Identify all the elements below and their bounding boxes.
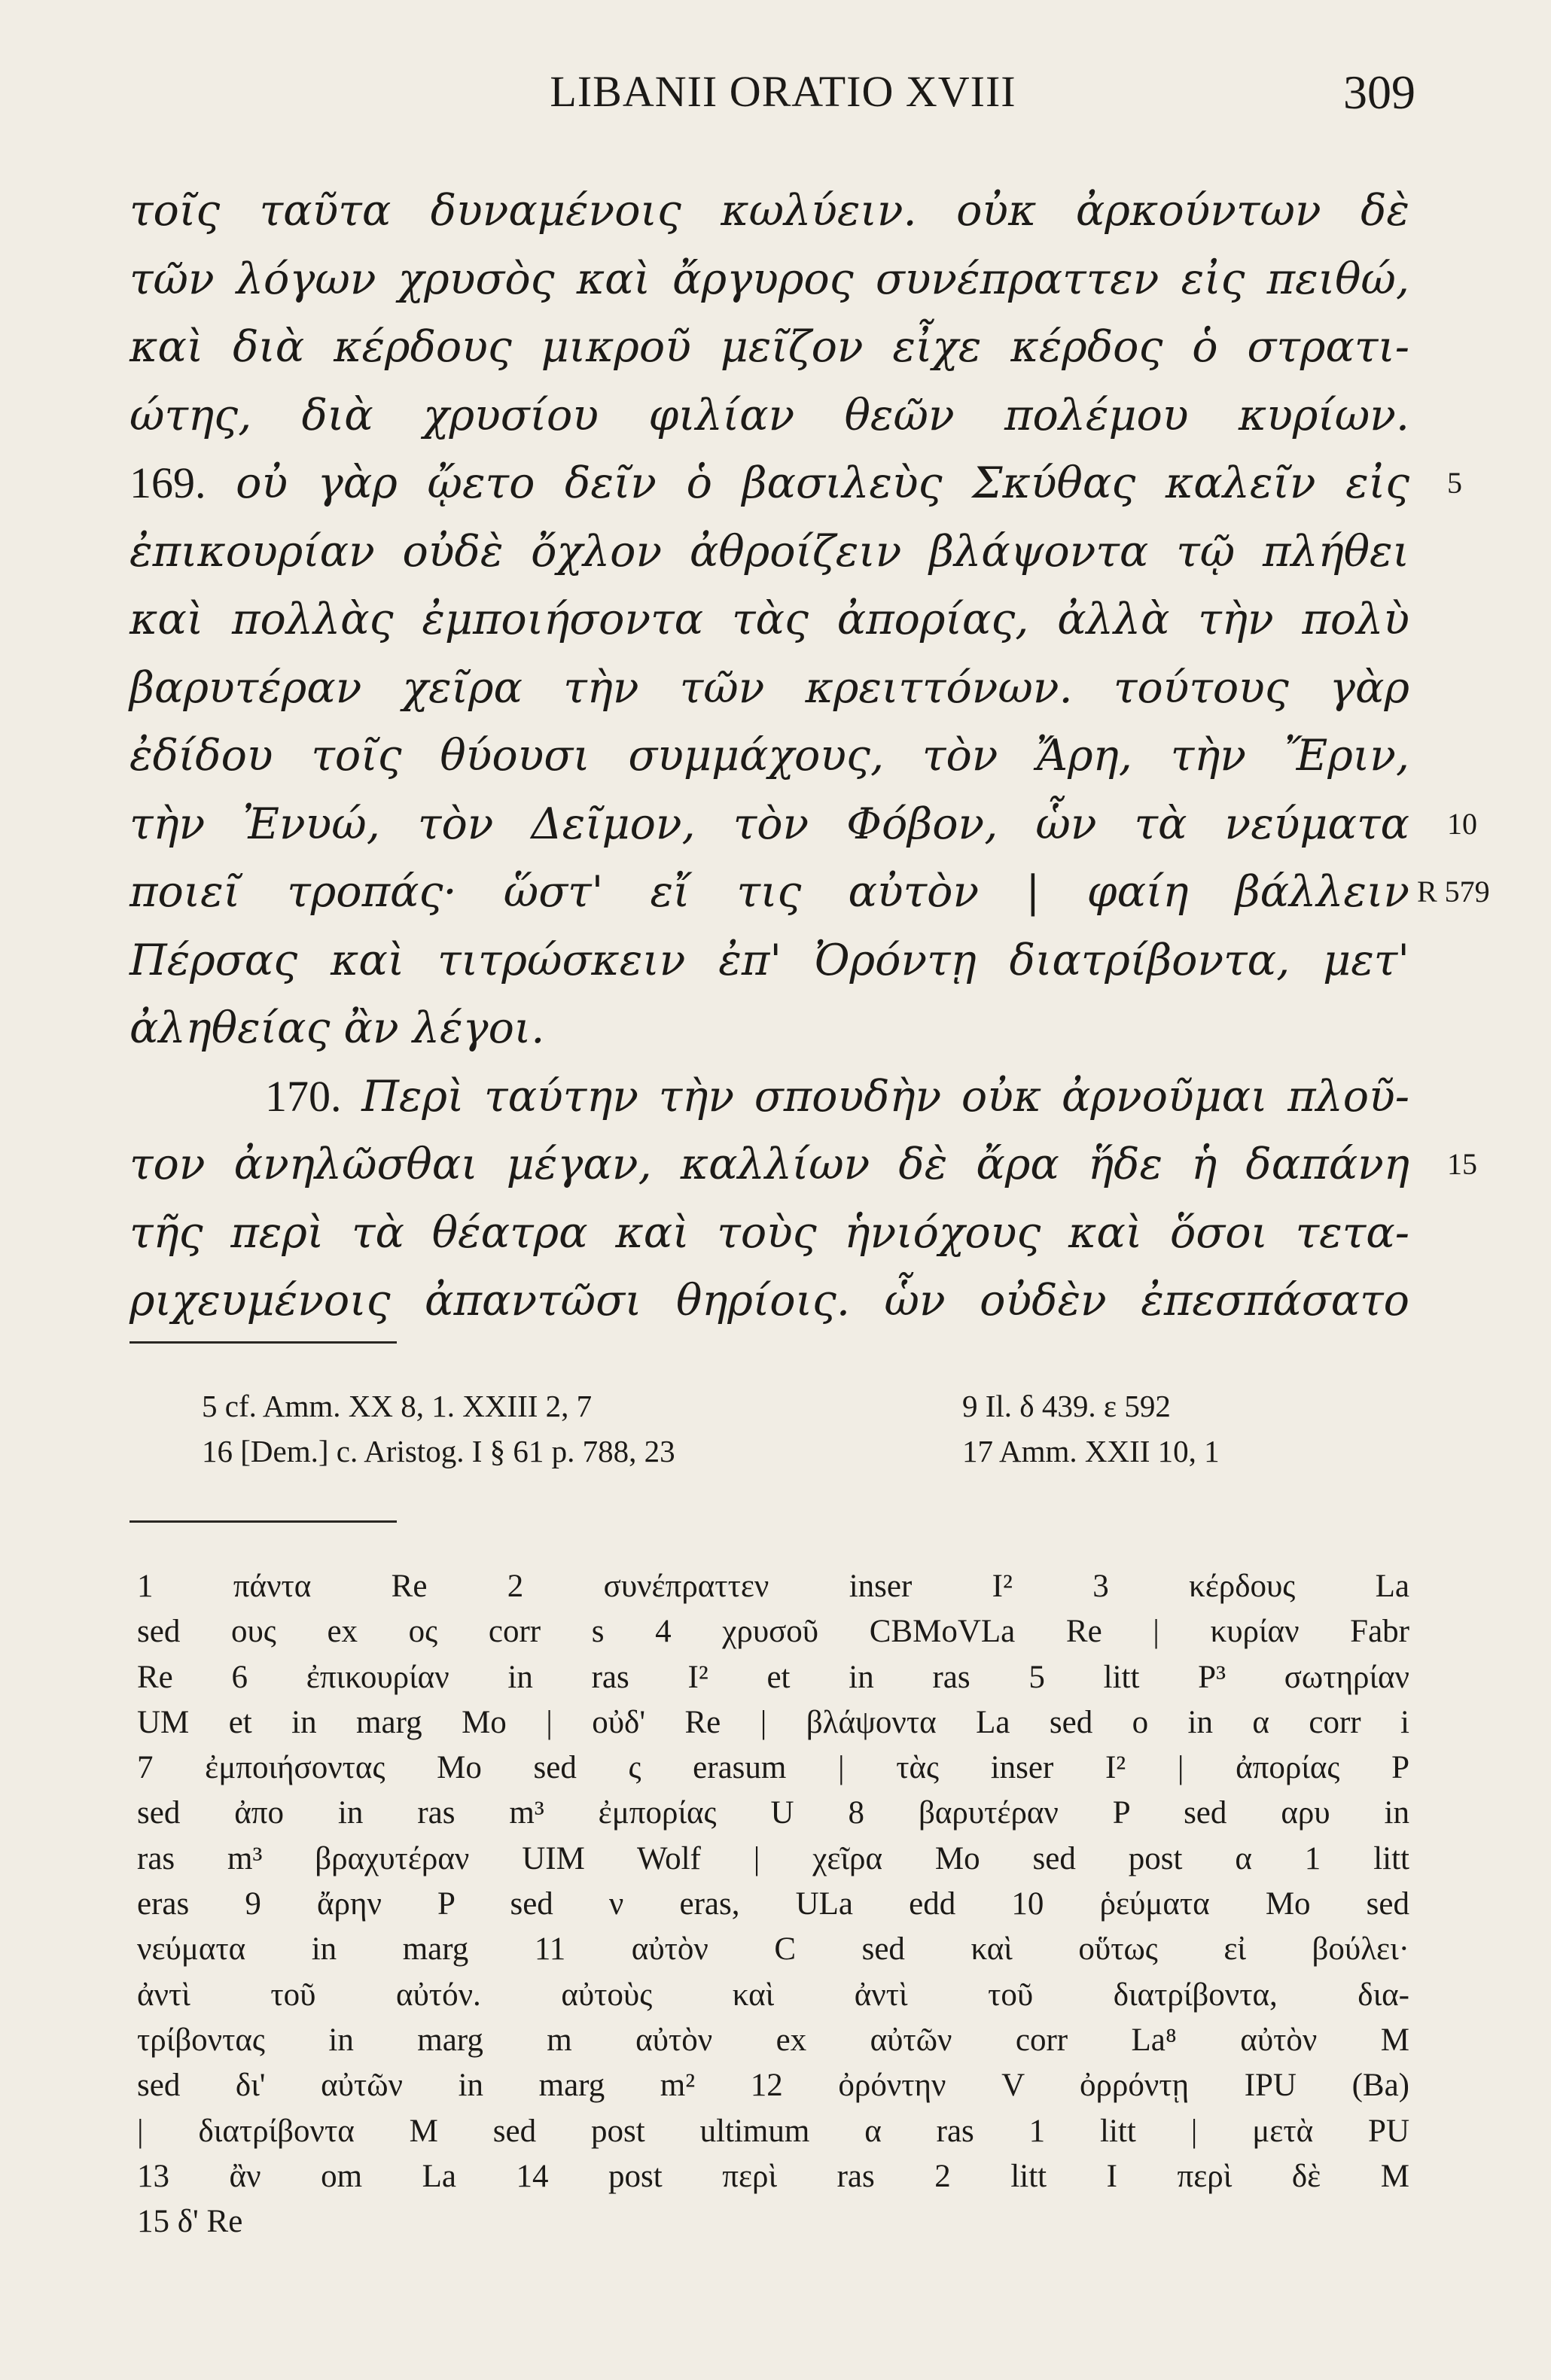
main-text-line-content <box>130 177 1409 245</box>
main-text-line <box>130 654 1409 723</box>
main-text-line-content <box>130 994 1409 1063</box>
main-text-line <box>130 449 1462 518</box>
critical-apparatus <box>137 1564 1409 2245</box>
apparatus-rule <box>130 1520 397 1523</box>
main-text-line <box>130 927 1409 995</box>
line-text: τοῖς ταῦτα δυναμένοις κωλύειν. οὐκ ἀρκούντων δὲ <box>130 186 1409 236</box>
main-text-line-content <box>130 1131 1409 1199</box>
main-text-line-content <box>130 1267 1409 1335</box>
paragraph-number: 170. <box>265 1071 342 1121</box>
line-number-marker: 10 <box>1447 806 1477 841</box>
main-text-line-content <box>130 382 1409 450</box>
line-number-marker: 5 <box>1447 466 1462 500</box>
main-text-line-content <box>130 1199 1409 1268</box>
main-text-line <box>130 1199 1409 1268</box>
line-text: ἐπικουρίαν οὐδὲ ὄχλον ἀθροίζειν βλάψοντα τῷ πλήθει <box>130 526 1409 577</box>
apparatus-line: UM et in marg Mo | οὐδ' Re | βλάψοντα La sed o in α corr i <box>137 1704 1409 1740</box>
main-text-line-content <box>130 927 1409 995</box>
main-text-line <box>130 518 1409 586</box>
apparatus-line: 1 πάντα Re 2 συνέπραττεν inser I² 3 κέρδους La <box>137 1569 1409 1604</box>
line-text: Περὶ ταύτην τὴν σπουδὴν οὐκ ἀρνοῦμαι πλοῦ- <box>361 1071 1409 1122</box>
main-text <box>130 177 1490 1335</box>
main-text-line-content <box>130 313 1409 382</box>
line-text: τον ἀνηλῶσθαι μέγαν, καλλίων δὲ ἄρα ἥδε ἡ δαπάνη <box>130 1140 1409 1189</box>
apparatus-line: eras 9 ἄρην P sed ν eras, ULa edd 10 ῥεύματα Mo sed <box>137 1886 1409 1922</box>
line-text: τῶν λόγων χρυσὸς καὶ ἄργυρος συνέπραττεν εἰς πειθώ, <box>130 254 1409 304</box>
paragraph-number: 169. <box>130 458 206 507</box>
testimonia-rule <box>130 1341 397 1344</box>
line-number-marker: 15 <box>1447 1147 1477 1181</box>
testimonia-line <box>202 1429 1361 1474</box>
main-text-line-content <box>130 790 1409 859</box>
apparatus-line: Re 6 ἐπικουρίαν in ras I² et in ras 5 litt P³ σωτηρίαν <box>137 1659 1409 1695</box>
main-text-line <box>130 177 1409 245</box>
main-text-line <box>130 313 1409 382</box>
main-text-line-content <box>130 245 1409 314</box>
apparatus-line: ἀντὶ τοῦ αὐτόν. αὐτοὺς καὶ ἀντὶ τοῦ διατρίβοντα, δια- <box>137 1977 1409 2013</box>
main-text-line-content <box>130 858 1409 927</box>
line-text: ώτης, διὰ χρυσίου φιλίαν θεῶν πολέμου κυρίων. <box>130 390 1409 440</box>
main-text-line <box>130 382 1409 450</box>
running-head: LIBANII ORATIO XVIII <box>550 67 1016 116</box>
main-text-line <box>130 994 1409 1063</box>
line-text: τῆς περὶ τὰ θέατρα καὶ τοὺς ἡνιόχους καὶ ὅσοι τετα- <box>130 1207 1409 1258</box>
apparatus-line: sed ἀπο in ras m³ ἐμπορίας U 8 βαρυτέραν P sed αρυ in <box>137 1795 1409 1831</box>
main-text-line <box>130 790 1477 859</box>
testimonia-line <box>202 1383 1361 1429</box>
apparatus-line: νεύματα in marg 11 αὐτὸν C sed καὶ οὕτως εἰ βούλει· <box>137 1931 1409 1968</box>
testimonia-right: 17 Amm. XXII 10, 1 <box>962 1434 1220 1468</box>
apparatus-line: ras m³ βραχυτέραν UIM Wolf | χεῖρα Mo sed post α 1 litt <box>137 1840 1409 1876</box>
main-text-line-content <box>130 449 1409 518</box>
page-number: 309 <box>1343 65 1415 119</box>
main-text-line-content <box>130 1063 1409 1131</box>
main-text-line <box>130 858 1490 927</box>
line-text: καὶ πολλὰς ἐμποιήσοντα τὰς ἀπορίας, ἀλλὰ τὴν πολὺ <box>130 595 1409 644</box>
main-text-line-content <box>130 518 1409 586</box>
main-text-line <box>130 1131 1477 1199</box>
testimonia-left: 5 cf. Amm. XX 8, 1. XXIII 2, 7 <box>202 1389 593 1423</box>
line-text: ἀληθείας ἂν λέγοι. <box>130 1003 545 1053</box>
line-text: βαρυτέραν χεῖρα τὴν τῶν κρειττόνων. τούτους γὰρ <box>130 662 1409 713</box>
apparatus-line: τρίβοντας in marg m αὐτὸν ex αὐτῶν corr La⁸ αὐτὸν M <box>137 2022 1409 2058</box>
line-text: ἐδίδου τοῖς θύουσι συμμάχους, τὸν Ἄρη, τὴν Ἔριν, <box>130 731 1409 781</box>
testimonia <box>202 1383 1361 1474</box>
apparatus-line: | διατρίβοντα M sed post ultimum α ras 1 litt | μετὰ PU <box>137 2113 1409 2149</box>
testimonia-right: 9 Il. δ 439. ε 592 <box>962 1389 1171 1423</box>
main-text-line <box>130 586 1409 654</box>
line-text: ποιεῖ τροπάς· ὥστ' εἴ τις αὐτὸν | φαίη βάλλειν <box>130 867 1409 917</box>
apparatus-line: sed δι' αὐτῶν in marg m² 12 ὀρόντην V ὀρρόντῃ IPU (Ba) <box>137 2068 1409 2104</box>
main-text-line <box>130 1063 1409 1131</box>
main-text-line-content <box>130 722 1409 790</box>
main-text-line <box>130 1267 1409 1335</box>
main-text-line-content <box>130 586 1409 654</box>
main-text-line <box>130 722 1409 790</box>
line-text: τὴν Ἐνυώ, τὸν Δεῖμον, τὸν Φόβον, ὧν τὰ νεύματα <box>130 799 1409 849</box>
apparatus-line: 15 δ' Re <box>137 2204 243 2240</box>
apparatus-line: 7 ἐμποιήσοντας Mo sed ς erasum | τὰς inser I² | ἀπορίας P <box>137 1750 1409 1786</box>
testimonia-left: 16 [Dem.] c. Aristog. I § 61 p. 788, 23 <box>202 1434 675 1468</box>
line-text: καὶ διὰ κέρδους μικροῦ μεῖζον εἶχε κέρδος ὁ στρατι- <box>130 322 1409 372</box>
apparatus-line: 13 ἂν om La 14 post περὶ ras 2 litt I περὶ δὲ M <box>137 2158 1409 2194</box>
main-text-line <box>130 245 1409 314</box>
main-text-line-content <box>130 654 1409 723</box>
line-text: οὐ γὰρ ᾤετο δεῖν ὁ βασιλεὺς Σκύθας καλεῖν εἰς <box>236 458 1409 508</box>
line-number-marker: R 579 <box>1417 875 1490 908</box>
apparatus-line: sed ους ex ος corr s 4 χρυσοῦ CBMoVLa Re | κυρίαν Fabr <box>137 1614 1409 1650</box>
line-text: Πέρσας καὶ τιτρώσκειν ἐπ' Ὀρόντῃ διατρίβοντα, μετ' <box>130 935 1409 985</box>
line-text: ριχευμένοις ἀπαντῶσι θηρίοις. ὧν οὐδὲν ἐπεσπάσατο <box>130 1276 1409 1325</box>
